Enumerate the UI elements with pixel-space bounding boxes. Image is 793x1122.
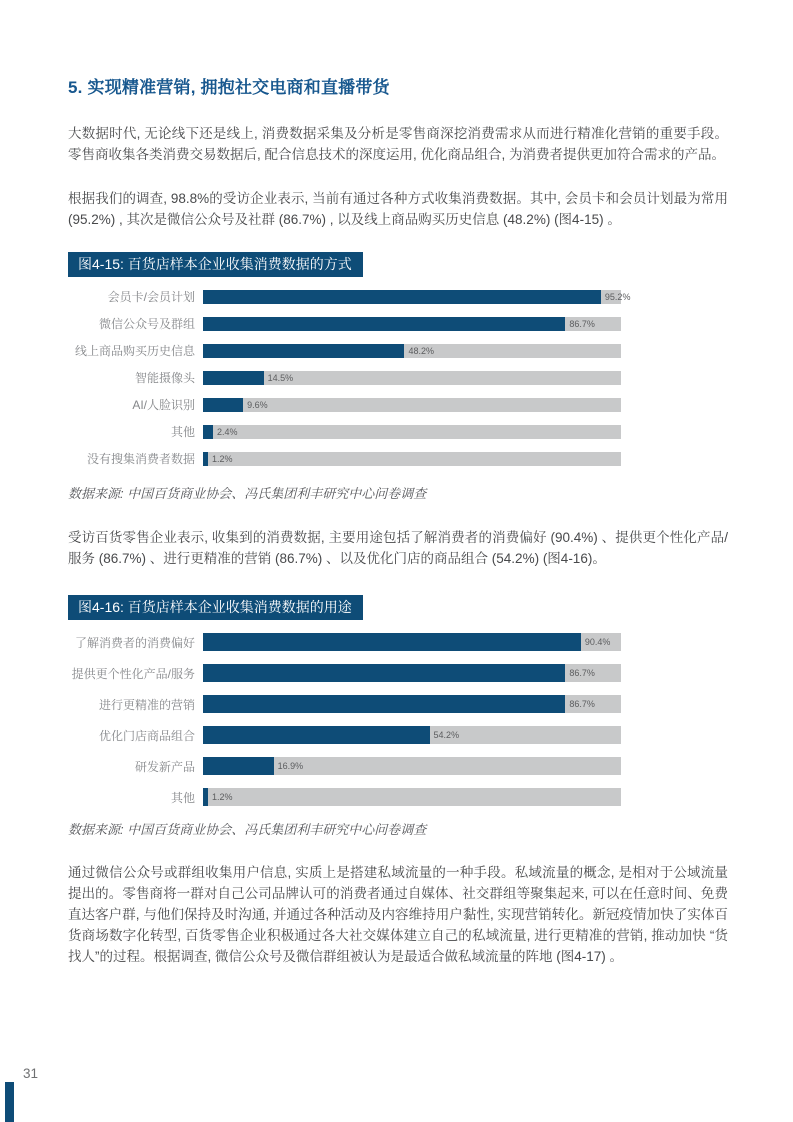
- bar: [203, 371, 264, 385]
- figure-4-16-source: 数据来源: 中国百货商业协会、冯氏集团利丰研究中心问卷调查: [68, 822, 427, 838]
- category-label: 会员卡/会员计划: [107, 290, 195, 305]
- category-label: 了解消费者的消费偏好: [74, 635, 195, 650]
- bar: [203, 726, 430, 744]
- chart-row: [68, 450, 729, 467]
- value-label: 86.7%: [569, 318, 595, 329]
- bar-track: [203, 757, 621, 775]
- chart-row: [68, 757, 729, 775]
- category-label: 智能摄像头: [134, 371, 195, 386]
- value-label: 1.2%: [212, 453, 233, 464]
- bar-track: [203, 425, 621, 439]
- value-label: 14.5%: [267, 372, 294, 383]
- value-label: 90.4%: [584, 637, 611, 648]
- figure-4-16: [68, 595, 729, 838]
- bar-track: [203, 344, 621, 358]
- figure-4-15-bars: [68, 288, 729, 467]
- bar-track: [203, 398, 621, 412]
- bar-track: [203, 695, 621, 713]
- chart-row: [68, 726, 729, 744]
- chart-row: [68, 664, 729, 682]
- category-label: 研发新产品: [134, 759, 195, 774]
- value-label: 48.2%: [408, 345, 434, 356]
- value-label: 54.2%: [433, 730, 460, 741]
- value-label: 95.2%: [604, 291, 631, 302]
- paragraph-survey-collection: 根据我们的调查, 98.8%的受访企业表示, 当前有通过各种方式收集消费数据。其中, 会员卡和会员计划最为常用 (95.2%) , 其次是微信公众号及社群 (86.7%) , 以及线上商品购买历史信息 (48.2%) (图4-15) 。: [68, 191, 728, 228]
- bar-track: [203, 664, 621, 682]
- bar: [203, 633, 581, 651]
- bar-track: [203, 633, 621, 651]
- bar-track: [203, 290, 631, 304]
- paragraph-intro: 大数据时代, 无论线下还是线上, 消费数据采集及分析是零售商深挖消费需求从而进行精准化营销的重要手段。零售商收集各类消费交易数据后, 配合信息技术的深度运用, 优化商品组合, 为消费者提供更加符合需求的产品。: [68, 126, 728, 163]
- chart-row: [68, 423, 729, 440]
- category-label: 线上商品购买历史信息: [74, 344, 195, 359]
- corner-accent-bar: [5, 1082, 14, 1122]
- paragraph-private-traffic: 通过微信公众号或群组收集用户信息, 实质上是搭建私域流量的一种手段。私域流量的概念, 是相对于公域流量提出的。零售商将一群对自己公司品牌认可的消费者通过自媒体、社交群组等聚集起来, 可以在任意时间、免费直达客户群, 与他们保持及时沟通, 并通过各种活动及内容维持用户黏性, 实现营销转化。新冠疫情加快了实体百货商场数字化转型, 百货零售企业积极通过各大社交媒体建立自己的私域流量, 进行更精准的营销, 推动加快 “货找人”的过程。根据调查, 微信公众号及微信群组被认为是最适合做私域流量的阵地 (图4-17) 。: [68, 865, 728, 965]
- figure-4-15-source: 数据来源: 中国百货商业协会、冯氏集团利丰研究中心问卷调查: [68, 486, 427, 502]
- page-number: 31: [23, 1066, 39, 1081]
- bar: [203, 425, 213, 439]
- bar: [203, 398, 243, 412]
- bar-track: [203, 452, 621, 466]
- category-label: 其他: [170, 790, 195, 805]
- value-label: 9.6%: [247, 399, 268, 410]
- bar-track: [203, 371, 621, 385]
- figure-4-15-title: 图4-15: 百货店样本企业收集消费数据的方式: [68, 252, 363, 277]
- chart-row: [68, 633, 729, 651]
- category-label: 优化门店商品组合: [98, 728, 195, 743]
- figure-4-15: [68, 252, 729, 502]
- section-heading: 5. 实现精准营销, 拥抱社交电商和直播带货: [68, 78, 390, 97]
- bar: [203, 757, 274, 775]
- chart-row: [68, 788, 729, 806]
- category-label: 没有搜集消费者数据: [86, 452, 195, 467]
- category-label: 微信公众号及群组: [98, 317, 195, 332]
- chart-row: [68, 695, 729, 713]
- chart-row: [68, 369, 729, 386]
- value-label: 1.2%: [212, 792, 233, 803]
- category-label: 进行更精准的营销: [98, 697, 195, 712]
- category-label: 提供更个性化产品/服务: [71, 666, 195, 681]
- chart-row: [68, 315, 729, 332]
- bar: [203, 695, 565, 713]
- chart-row: [68, 396, 729, 413]
- bar: [203, 664, 565, 682]
- value-label: 86.7%: [569, 668, 595, 679]
- bar: [203, 317, 565, 331]
- category-label: AI/人脸识别: [132, 398, 195, 413]
- value-label: 16.9%: [277, 761, 304, 772]
- bar-track: [203, 317, 621, 331]
- bar-track: [203, 788, 621, 806]
- bar: [203, 290, 601, 304]
- value-label: 2.4%: [217, 426, 238, 437]
- chart-row: [68, 342, 729, 359]
- value-label: 86.7%: [569, 699, 595, 710]
- bar: [203, 344, 404, 358]
- bar-track: [203, 726, 621, 744]
- figure-4-16-bars: [68, 633, 729, 806]
- paragraph-data-usage: 受访百货零售企业表示, 收集到的消费数据, 主要用途包括了解消费者的消费偏好 (90.4%) 、提供更个性化产品/服务 (86.7%) 、进行更精准的营销 (86.7%) 、以及优化门店的商品组合 (54.2%) (图4-16)。: [68, 530, 728, 567]
- chart-row: [68, 288, 729, 305]
- figure-4-16-title: 图4-16: 百货店样本企业收集消费数据的用途: [68, 595, 363, 620]
- category-label: 其他: [170, 425, 195, 440]
